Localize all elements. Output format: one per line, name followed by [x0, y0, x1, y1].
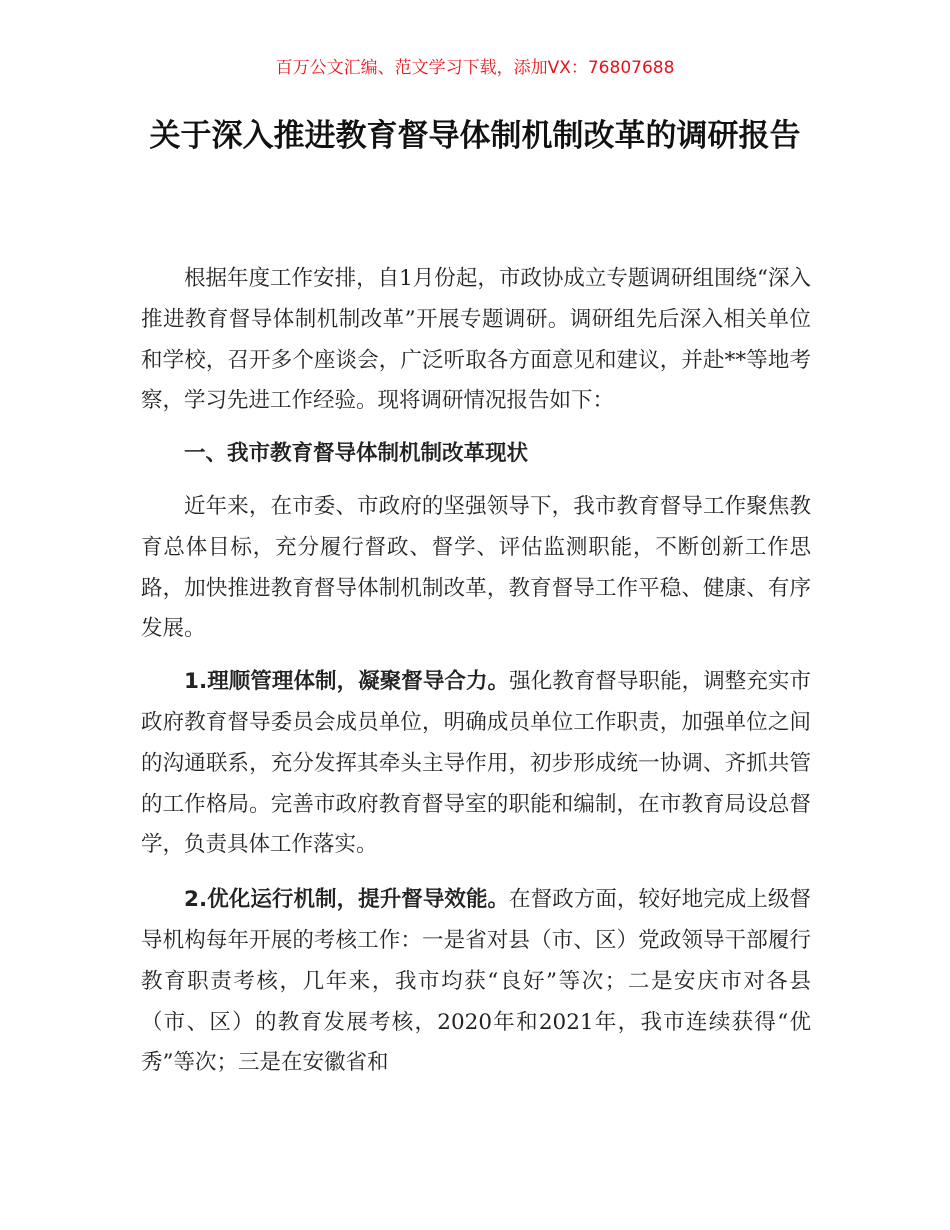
section-paragraph: 近年来，在市委、市政府的坚强领导下，我市教育督导工作聚焦教育总体目标，充分履行督政、督学、评估监测职能，不断创新工作思路，加快推进教育督导体制机制改革，教育督导工作平稳、健康、有序发展。 — [141, 493, 811, 642]
point-paragraph-1 — [141, 662, 811, 866]
document-body — [141, 259, 811, 1084]
watermark-header: 百万公文汇编、范文学习下载，添加VX：76807688 — [275, 58, 675, 78]
section-heading: 一、我市教育督导体制机制改革现状 — [184, 441, 529, 467]
point-lead-1: 1.理顺管理体制，凝聚督导合力。 — [184, 669, 510, 695]
intro-paragraph: 根据年度工作安排，自1月份起，市政协成立专题调研组围绕“深入推进教育督导体制机制改革”开展专题调研。调研组先后深入相关单位和学校，召开多个座谈会，广泛听取各方面意见和建议，并赴**等地考察，学习先进工作经验。现将调研情况报告如下： — [141, 266, 811, 414]
point-lead-2: 2.优化运行机制，提升督导效能。 — [184, 887, 510, 913]
point-text-2: 在督政方面，较好地完成上级督导机构每年开展的考核工作：一是省对县（市、区）党政领导干部履行教育职责考核，几年来，我市均获“良好”等次；二是安庆市对各县（市、区）的教育发展考核，2020年和2021年，我市连续获得“优秀”等次；三是在安徽省和 — [141, 887, 811, 1076]
point-text-1: 强化教育督导职能，调整充实市政府教育督导委员会成员单位，明确成员单位工作职责，加强单位之间的沟通联系，充分发挥其牵头主导作用，初步形成统一协调、齐抓共管的工作格局。完善市政府教育督导室的职能和编制，在市教育局设总督学，负责具体工作落实。 — [141, 669, 811, 858]
point-paragraph-2 — [141, 880, 811, 1084]
document-title: 关于深入推进教育督导体制机制改革的调研报告 — [149, 118, 801, 154]
